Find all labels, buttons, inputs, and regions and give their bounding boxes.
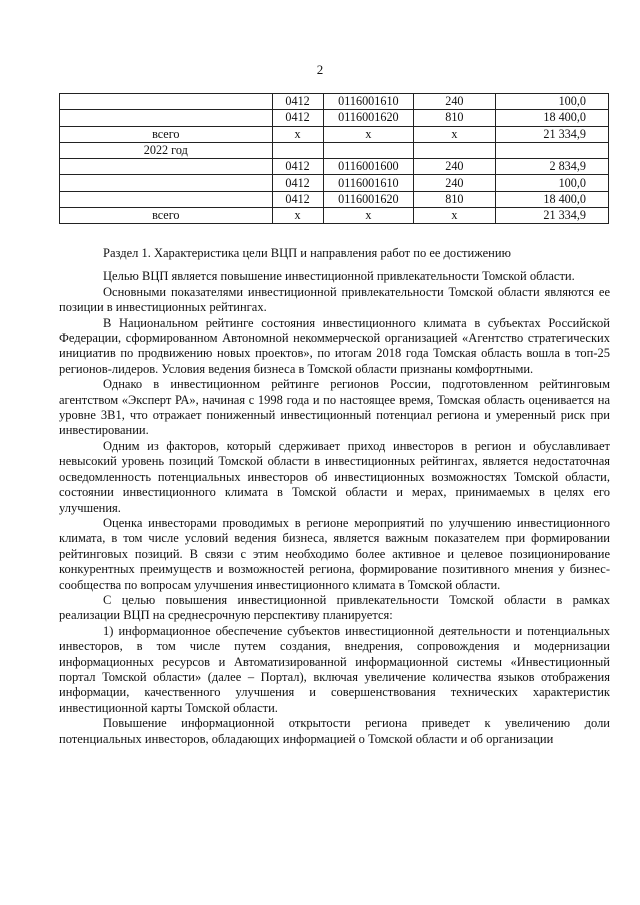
target-code-cell: 0116001600 <box>323 159 414 175</box>
amount-cell <box>495 142 608 158</box>
amount-cell: 2 834,9 <box>495 159 608 175</box>
amount-cell: 21 334,9 <box>495 208 608 224</box>
paragraph: Однако в инвестиционном рейтинге регионов России, подготовленном рейтинговым агентством «Эксперт РА», начиная с 1998 года и по настоящее время, Томская область оценивается на уровне 3В1, что отражает пониженный инвестиционный потенциал региона и умеренный риск при инвестировании. <box>59 377 610 438</box>
row-label-cell <box>60 159 273 175</box>
section-code-cell: 0412 <box>272 159 323 175</box>
table-row <box>60 94 609 110</box>
row-label-cell: 2022 год <box>60 142 273 158</box>
section-code-cell: 0412 <box>272 175 323 191</box>
row-label-cell <box>60 175 273 191</box>
target-code-cell: 0116001620 <box>323 110 414 126</box>
table-row <box>60 110 609 126</box>
target-code-cell: х <box>323 208 414 224</box>
amount-cell: 100,0 <box>495 94 608 110</box>
amount-cell: 18 400,0 <box>495 191 608 207</box>
target-code-cell: 0116001610 <box>323 175 414 191</box>
expense-type-cell: 240 <box>414 94 495 110</box>
section-code-cell: х <box>272 126 323 142</box>
section-code-cell: 0412 <box>272 110 323 126</box>
expense-type-cell: 810 <box>414 110 495 126</box>
row-label-cell <box>60 110 273 126</box>
row-label-cell <box>60 94 273 110</box>
page-number: 2 <box>316 62 324 77</box>
paragraphs <box>59 269 610 747</box>
paragraph: Основными показателями инвестиционной привлекательности Томской области являются ее позиции в инвестиционных рейтингах. <box>59 284 610 315</box>
target-code-cell: 0116001620 <box>323 191 414 207</box>
paragraph: Повышение информационной открытости региона приведет к увеличению доли потенциальных инвесторов, обладающих информацией о Томской области и об организации <box>59 716 610 746</box>
paragraph: Целью ВЦП является повышение инвестиционной привлекательности Томской области. <box>103 269 575 284</box>
row-label-cell <box>60 191 273 207</box>
expense-type-cell: 240 <box>414 175 495 191</box>
document-body <box>59 246 610 747</box>
expense-type-cell: х <box>414 208 495 224</box>
paragraph: Одним из факторов, который сдерживает приход инвесторов в регион и обуславливает невысокий уровень позиций Томской области в инвестиционных рейтингах, является недостаточная осведомленность потенциальных инвесторов об инвестиционных возможностях Томской области, состоянии инвестиционного климата в Томской области и мерах, принимаемых в целях его улучшения. <box>59 438 610 515</box>
expense-type-cell: х <box>414 126 495 142</box>
table-row <box>60 208 609 224</box>
table-row <box>60 159 609 175</box>
expense-type-cell <box>414 142 495 158</box>
paragraph: Оценка инвесторами проводимых в регионе мероприятий по улучшению инвестиционного климата, в том числе условий ведения бизнеса, является важным показателем при формировании рейтинговых позиций. В связи с этим необходимо более активное и целевое позиционирование конкурентных преимуществ и возможностей региона, формирование позитивного мнения у бизнес-сообщества по вопросам улучшения инвестиционного климата в Томской области. <box>59 515 610 592</box>
section-code-cell: х <box>272 208 323 224</box>
row-label-cell: всего <box>60 126 273 142</box>
amount-cell: 100,0 <box>495 175 608 191</box>
table-row <box>60 142 609 158</box>
row-label-cell: всего <box>60 208 273 224</box>
section-code-cell: 0412 <box>272 94 323 110</box>
table-row <box>60 126 609 142</box>
table-row <box>60 175 609 191</box>
paragraph: В Национальном рейтинге состояния инвестиционного климата в субъектах Российской Федерации, сформированном Автономной некоммерческой организацией «Агентство стратегических инициатив по продвижению новых проектов», по итогам 2018 года Томская область вошла в топ-25 регионов-лидеров. Условия ведения бизнеса в Томской области признаны комфортными. <box>59 315 610 376</box>
budget-table <box>59 93 609 224</box>
target-code-cell <box>323 142 414 158</box>
expense-type-cell: 810 <box>414 191 495 207</box>
paragraph: 1) информационное обеспечение субъектов инвестиционной деятельности и потенциальных инвесторов, в том числе путем создания, внедрения, сопровождения и модернизации информационных ресурсов и Автоматизированной информационной системы «Инвестиционный портал Томской области» (далее – Портал), включая увеличение количества языков отображения информации, качественного улучшения и совершенствования технических характеристик инвестиционной карты Томской области. <box>59 623 610 715</box>
amount-cell: 21 334,9 <box>495 126 608 142</box>
target-code-cell: 0116001610 <box>323 94 414 110</box>
target-code-cell: х <box>323 126 414 142</box>
section-title: Раздел 1. Характеристика цели ВЦП и направления работ по ее достижению <box>103 246 511 260</box>
paragraph: С целью повышения инвестиционной привлекательности Томской области в рамках реализации ВЦП на среднесрочную перспективу планируется: <box>59 592 610 623</box>
table-row <box>60 191 609 207</box>
amount-cell: 18 400,0 <box>495 110 608 126</box>
expense-type-cell: 240 <box>414 159 495 175</box>
section-code-cell <box>272 142 323 158</box>
section-code-cell: 0412 <box>272 191 323 207</box>
